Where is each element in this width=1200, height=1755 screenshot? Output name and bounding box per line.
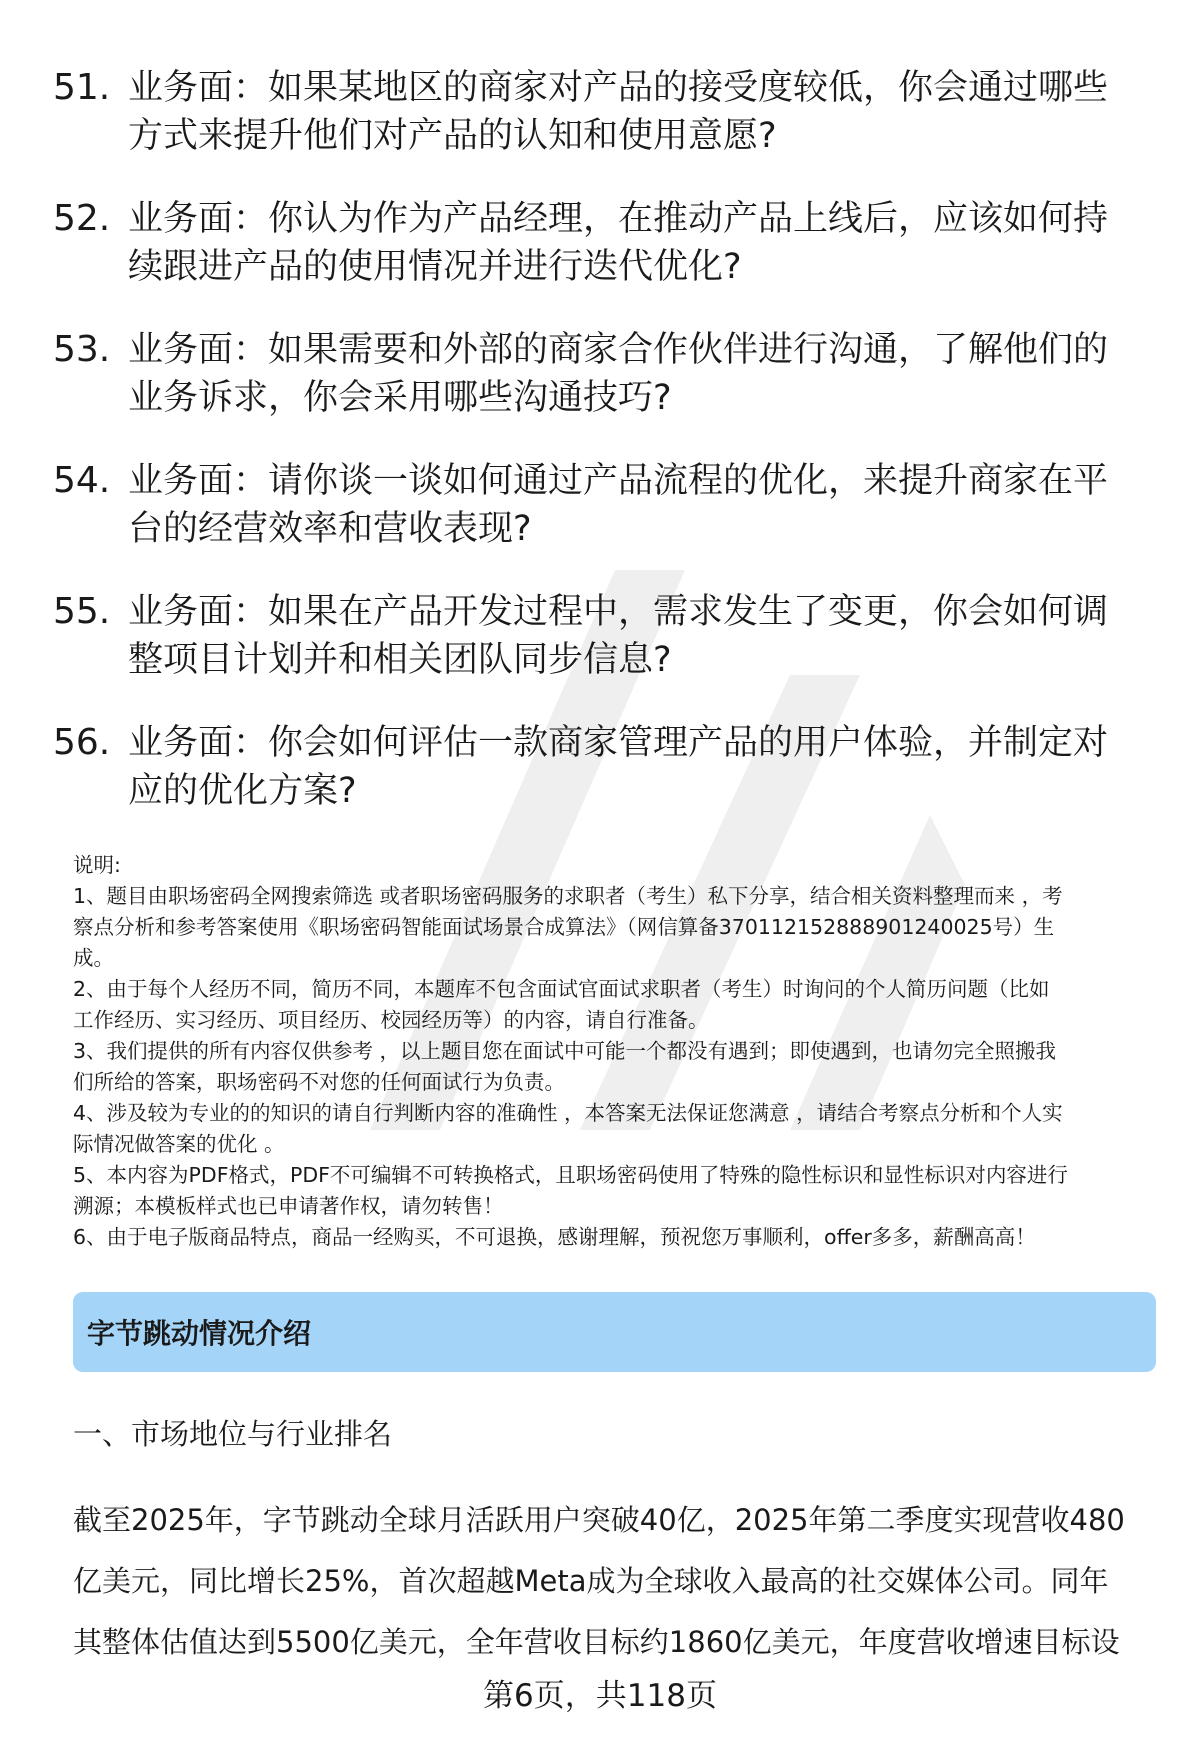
question-text bbox=[128, 326, 1108, 422]
note-line: 5、本内容为PDF格式，PDF不可编辑不可转换格式，且职场密码使用了特殊的隐性标识和显性标识对内容进行 bbox=[73, 1163, 1068, 1187]
question-text bbox=[128, 588, 1108, 684]
question-line: 应的优化方案? bbox=[128, 771, 357, 811]
note-line: 工作经历、实习经历、项目经历、校园经历等）的内容，请自行准备。 bbox=[73, 1008, 709, 1032]
question-line: 方式来提升他们对产品的认知和使用意愿? bbox=[128, 116, 777, 156]
question-number: 56. bbox=[53, 722, 111, 763]
question-text bbox=[128, 195, 1108, 291]
section-heading: 一、市场地位与行业排名 bbox=[73, 1417, 393, 1451]
paragraph-line: 截至2025年，字节跳动全球月活跃用户突破40亿，2025年第二季度实现营收480 bbox=[73, 1503, 1125, 1537]
question-line: 业务面：如果需要和外部的商家合作伙伴进行沟通，了解他们的 bbox=[128, 330, 1109, 370]
question-number: 55. bbox=[53, 591, 111, 632]
note-line: 际情况做答案的优化 。 bbox=[73, 1132, 285, 1156]
question-text bbox=[128, 457, 1108, 553]
question-line: 业务面：你认为作为产品经理，在推动产品上线后，应该如何持 bbox=[128, 199, 1109, 239]
question-number: 52. bbox=[53, 198, 111, 239]
question-line: 业务面：如果某地区的商家对产品的接受度较低，你会通过哪些 bbox=[128, 68, 1109, 108]
note-line: 6、由于电子版商品特点，商品一经购买，不可退换，感谢理解，预祝您万事顺利，offer多多，薪酬高高！ bbox=[73, 1225, 1036, 1249]
body-paragraph bbox=[73, 1490, 1125, 1673]
section-banner bbox=[73, 1292, 1156, 1372]
note-line: 溯源；本模板样式也已申请著作权，请勿转售！ bbox=[73, 1194, 504, 1218]
question-number: 51. bbox=[53, 67, 111, 108]
question-line: 续跟进产品的使用情况并进行迭代优化? bbox=[128, 247, 742, 287]
page-footer: 第6页，共118页 bbox=[483, 1678, 717, 1714]
question-line: 业务诉求，你会采用哪些沟通技巧? bbox=[128, 378, 672, 418]
paragraph-line: 其整体估值达到5500亿美元，全年营收目标约1860亿美元，年度营收增速目标设 bbox=[73, 1625, 1120, 1659]
note-line: 2、由于每个人经历不同，简历不同，本题库不包含面试官面试求职者（考生）时询问的个人简历问题（比如 bbox=[73, 977, 1050, 1001]
paragraph-line: 亿美元，同比增长25%，首次超越Meta成为全球收入最高的社交媒体公司。同年 bbox=[73, 1564, 1109, 1598]
question-text bbox=[128, 719, 1108, 815]
question-number: 54. bbox=[53, 460, 111, 501]
note-line: 察点分析和参考答案使用《职场密码智能面试场景合成算法》（网信算备370112152888901240025号）生 bbox=[73, 915, 1055, 939]
note-line: 们所给的答案，职场密码不对您的任何面试行为负责。 bbox=[73, 1070, 565, 1094]
question-text bbox=[128, 64, 1108, 160]
question-line: 台的经营效率和营收表现? bbox=[128, 509, 532, 549]
question-number: 53. bbox=[53, 329, 111, 370]
note-line: 1、题目由职场密码全网搜索筛选 或者职场密码服务的求职者（考生）私下分享，结合相关资料整理而来 ，考 bbox=[73, 884, 1063, 908]
question-line: 业务面：你会如何评估一款商家管理产品的用户体验，并制定对 bbox=[128, 723, 1109, 763]
note-line: 3、我们提供的所有内容仅供参考 ，以上题目您在面试中可能一个都没有遇到；即使遇到，也请勿完全照搬我 bbox=[73, 1039, 1057, 1063]
question-line: 整项目计划并和相关团队同步信息? bbox=[128, 640, 672, 680]
note-line: 说明: bbox=[73, 853, 121, 877]
note-line: 成。 bbox=[73, 946, 114, 970]
question-line: 业务面：如果在产品开发过程中，需求发生了变更，你会如何调 bbox=[128, 592, 1109, 632]
notes-section bbox=[73, 850, 1068, 1253]
question-line: 业务面：请你谈一谈如何通过产品流程的优化，来提升商家在平 bbox=[128, 461, 1109, 501]
banner-title: 字节跳动情况介绍 bbox=[87, 1317, 312, 1350]
note-line: 4、涉及较为专业的的知识的请自行判断内容的准确性 ，本答案无法保证您满意 ，请结合考察点分析和个人实 bbox=[73, 1101, 1063, 1125]
